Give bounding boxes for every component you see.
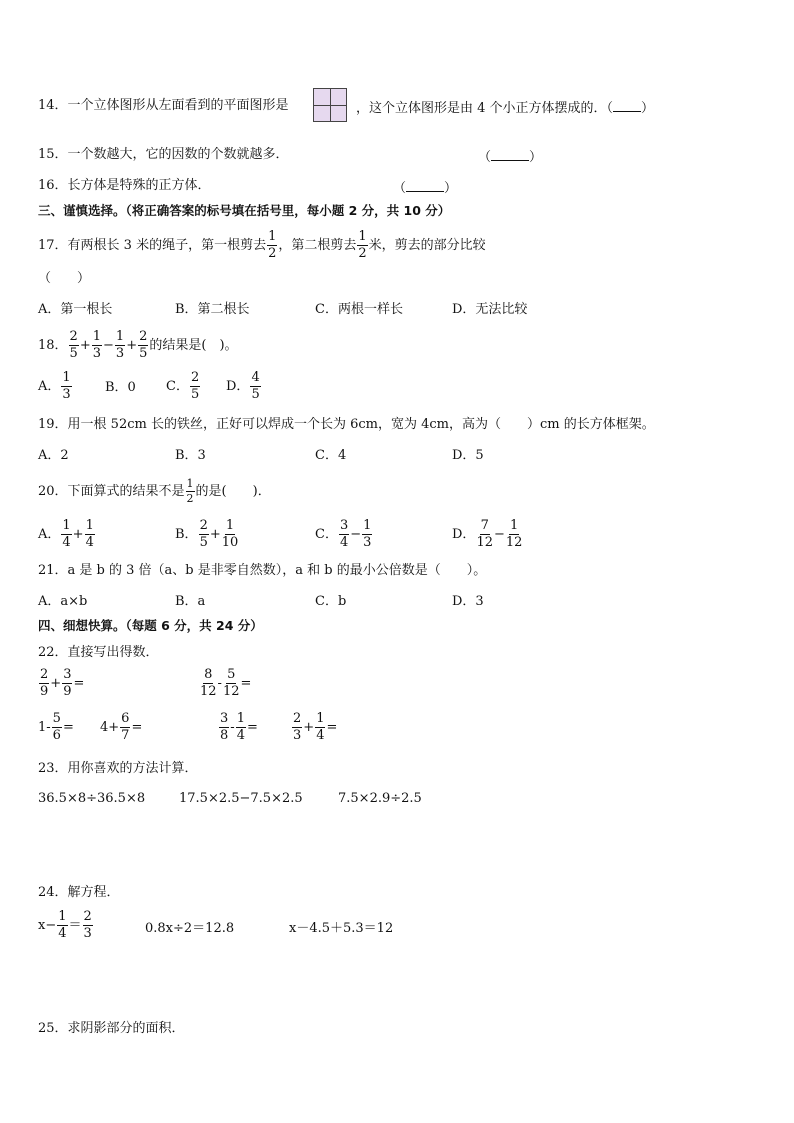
- answer-blank-15[interactable]: [491, 148, 529, 161]
- q17-option-b[interactable]: B．第二根长: [175, 302, 250, 317]
- q24-equation-2: 0.8x÷2＝12.8: [145, 921, 235, 936]
- q16-text: 16．长方体是特殊的正方体．: [38, 178, 211, 193]
- fraction: $\frac{1}{3}$: [115, 329, 125, 361]
- q17-option-a[interactable]: A．第一根长: [38, 302, 113, 317]
- section-4-heading: 四、细想快算。（每题 6 分，共 24 分）: [38, 618, 263, 633]
- fraction: $\frac{5}{6}$: [52, 711, 61, 743]
- q19-option-c[interactable]: C．4: [315, 448, 347, 463]
- q24-equation-1: x− $\frac{1}{4}$ ＝ $\frac{2}{3}$: [38, 909, 92, 941]
- fraction: $\frac{1}{4}$: [316, 711, 325, 743]
- q21-option-c[interactable]: C．b: [315, 594, 347, 609]
- fraction: $\frac{1}{4}$: [58, 909, 67, 941]
- fraction: $\frac{1}{2}$: [268, 229, 277, 261]
- q15-answer: （ ）: [478, 150, 543, 165]
- question-14: [38, 99, 289, 112]
- q22-expr-6: $\frac{2}{3}$ + $\frac{1}{4}$ =: [293, 711, 338, 743]
- q20-option-c[interactable]: C． $\frac{3}{4}$ − $\frac{1}{3}$: [315, 518, 372, 550]
- fraction: $\frac{1}{4}$: [236, 711, 245, 743]
- question-17: 17．有两根长 3 米的绳子，第一根剪去 $\frac{1}{2}$ ，第二根剪去 $\frac{1}{2}$ 米，剪去的部分比较: [38, 229, 486, 261]
- q23-expr-2: 17.5×2.5−7.5×2.5: [179, 791, 303, 806]
- fraction: $\frac{4}{5}$: [251, 370, 260, 402]
- fraction: $\frac{1}{4}$: [62, 518, 71, 550]
- q20-option-b[interactable]: B． $\frac{2}{5}$ + $\frac{1}{10}$: [175, 518, 239, 550]
- q14-text-before: 14．一个立体图形从左面看到的平面图形是: [38, 98, 289, 113]
- q23-expr-3: 7.5×2.9÷2.5: [338, 791, 422, 806]
- question-20: 20．下面算式的结果不是 $\frac{1}{2}$ 的是( )．: [38, 477, 271, 505]
- q17-option-d[interactable]: D．无法比较: [452, 302, 528, 317]
- fraction: $\frac{1}{2}$: [186, 477, 194, 505]
- fraction: $\frac{1}{2}$: [358, 229, 367, 261]
- q20-option-a[interactable]: A． $\frac{1}{4}$ + $\frac{1}{4}$: [38, 518, 94, 550]
- q18-option-c[interactable]: C． $\frac{2}{5}$: [166, 370, 200, 402]
- q14-text-after: ，这个立体图形是由 4 个小正方体摆成的．（: [356, 101, 614, 116]
- answer-blank-14[interactable]: [613, 99, 641, 112]
- fraction: $\frac{8}{12}$: [200, 667, 217, 699]
- q22-expr-5: $\frac{3}{8}$ - $\frac{1}{4}$ =: [220, 711, 258, 743]
- q22-expr-3: 1- $\frac{5}{6}$ =: [38, 711, 74, 743]
- fraction: $\frac{1}{4}$: [85, 518, 94, 550]
- fraction: $\frac{2}{5}$: [69, 329, 78, 361]
- fraction: $\frac{3}{9}$: [63, 667, 72, 699]
- question-21: 21．a 是 b 的 3 倍（a、b 是非零自然数），a 和 b 的最小公倍数是（ ）。: [38, 563, 487, 578]
- fraction: $\frac{3}{4}$: [339, 518, 349, 550]
- question-19: 19．用一根 52cm 长的铁丝，正好可以焊成一个长为 6cm，宽为 4cm，高为（ ）cm 的长方体框架。: [38, 417, 655, 432]
- q18-option-b[interactable]: B．0: [105, 380, 136, 395]
- q21-option-d[interactable]: D．3: [452, 594, 484, 609]
- question-16: [38, 179, 211, 192]
- q19-option-b[interactable]: B．3: [175, 448, 206, 463]
- q15-text: 15．一个数越大，它的因数的个数就越多．: [38, 147, 289, 162]
- q23-expr-1: 36.5×8÷36.5×8: [38, 791, 146, 806]
- question-25: 25．求阴影部分的面积．: [38, 1021, 185, 1036]
- q20-option-d[interactable]: D． $\frac{7}{12}$ − $\frac{1}{12}$: [452, 518, 523, 550]
- fraction: $\frac{1}{10}$: [221, 518, 239, 550]
- q18-option-a[interactable]: A． $\frac{1}{3}$: [38, 370, 71, 402]
- fraction: $\frac{2}{3}$: [83, 909, 92, 941]
- q18-option-d[interactable]: D． $\frac{4}{5}$: [226, 370, 260, 402]
- question-14-rest: ，这个立体图形是由 4 个小正方体摆成的．（ ）: [356, 101, 655, 116]
- q22-expr-1: $\frac{2}{9}$ + $\frac{3}{9}$ =: [40, 667, 85, 699]
- q16-answer: （ ）: [393, 181, 458, 196]
- q24-equation-3: x－4.5＋5.3＝12: [289, 921, 394, 936]
- fraction: $\frac{6}{7}$: [121, 711, 130, 743]
- q22-expr-2: $\frac{8}{12}$ - $\frac{5}{12}$ =: [200, 667, 252, 699]
- fraction: $\frac{1}{3}$: [92, 329, 102, 361]
- fraction: $\frac{1}{3}$: [62, 370, 71, 402]
- q21-option-b[interactable]: B．a: [175, 594, 206, 609]
- question-18: 18． $\frac{2}{5}$ + $\frac{1}{3}$ − $\frac{1}{3}$ + $\frac{2}{5}$ 的结果是( )。: [38, 329, 238, 361]
- section-3-heading: 三、谨慎选择。（将正确答案的标号填在括号里，每小题 2 分，共 10 分）: [38, 203, 451, 218]
- fraction: $\frac{2}{5}$: [199, 518, 208, 550]
- fraction: $\frac{2}{3}$: [293, 711, 302, 743]
- q21-option-a[interactable]: A．a×b: [38, 594, 88, 609]
- question-22: 22．直接写出得数．: [38, 645, 159, 660]
- left-view-grid-figure: [313, 88, 347, 122]
- question-15: [38, 148, 289, 161]
- q17-option-c[interactable]: C．两根一样长: [315, 302, 403, 317]
- q19-option-a[interactable]: A．2: [38, 448, 69, 463]
- q19-option-d[interactable]: D．5: [452, 448, 484, 463]
- fraction: $\frac{3}{8}$: [220, 711, 229, 743]
- q22-expr-4: 4+ $\frac{6}{7}$ =: [100, 711, 143, 743]
- fraction: $\frac{7}{12}$: [476, 518, 493, 550]
- fraction: $\frac{2}{5}$: [190, 370, 200, 402]
- question-24: 24．解方程．: [38, 885, 120, 900]
- question-23: 23．用你喜欢的方法计算．: [38, 761, 198, 776]
- fraction: $\frac{5}{12}$: [222, 667, 240, 699]
- fraction: $\frac{1}{12}$: [505, 518, 523, 550]
- fraction: $\frac{2}{5}$: [139, 329, 148, 361]
- answer-blank-16[interactable]: [406, 179, 444, 192]
- fraction: $\frac{2}{9}$: [40, 667, 49, 699]
- q17-answer-paren: （ ）: [38, 271, 91, 286]
- fraction: $\frac{1}{3}$: [363, 518, 372, 550]
